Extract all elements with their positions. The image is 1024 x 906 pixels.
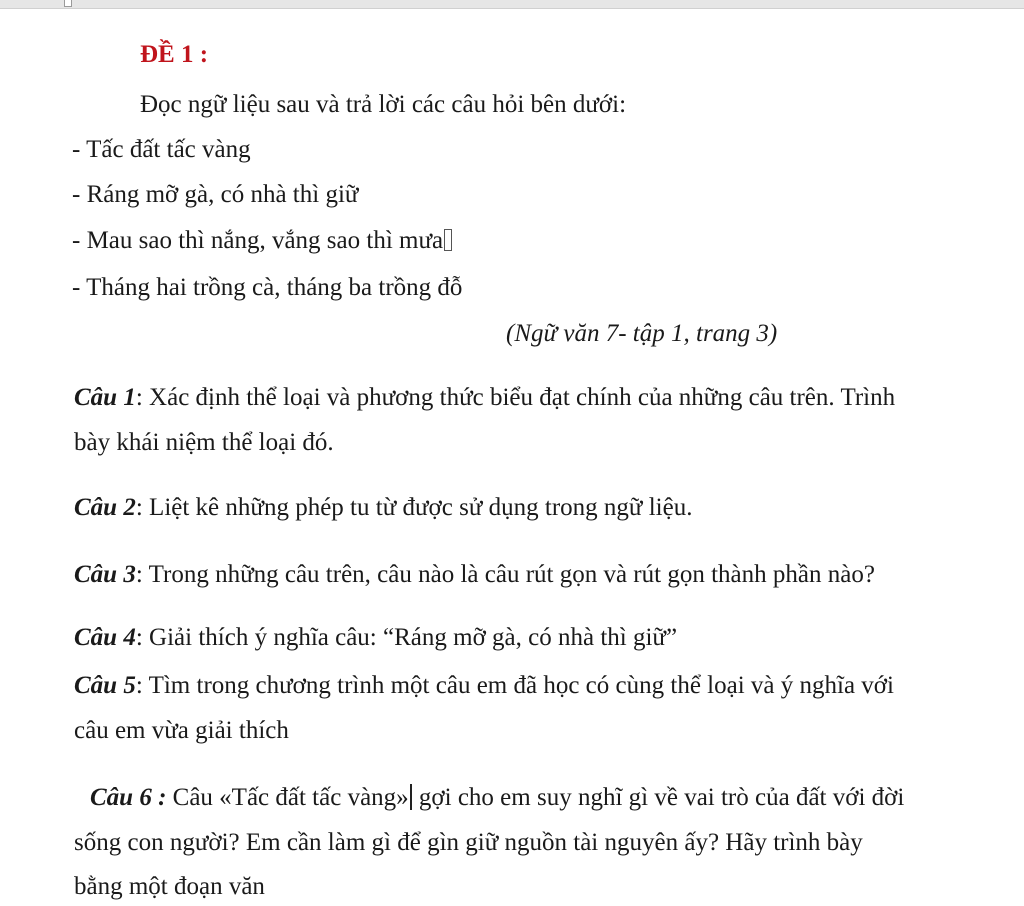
- question-4-text: Giải thích ý nghĩa câu: “Ráng mỡ gà, có nhà thì giữ”: [142, 624, 678, 651]
- question-5-text: Tìm trong chương trình một câu em đã học có cùng thể loại và ý nghĩa với: [142, 672, 894, 699]
- question-5: [74, 671, 894, 701]
- text-caret-icon: [410, 784, 412, 810]
- question-3: [74, 560, 875, 590]
- question-3-label: Câu 3: [74, 561, 136, 588]
- proverb-3-text: - Mau sao thì nắng, vắng sao thì mưa: [72, 227, 444, 254]
- left-margin-marker[interactable]: [64, 0, 72, 7]
- proverb-4: - Tháng hai trồng cà, tháng ba trồng đỗ: [72, 274, 463, 301]
- question-4-label: Câu 4: [74, 624, 136, 651]
- question-2-separator: :: [135, 494, 143, 521]
- question-4-separator: :: [135, 624, 143, 651]
- question-4: [74, 623, 677, 653]
- proverb-3: [72, 226, 452, 256]
- question-1-continuation: bày khái niệm thể loại đó.: [74, 429, 334, 456]
- question-1-label: Câu 1: [74, 384, 136, 411]
- question-2-label: Câu 2: [74, 494, 136, 521]
- question-6-text-rest: gợi cho em suy nghĩ gì về vai trò của đất với đời: [412, 784, 905, 811]
- question-1-text: Xác định thể loại và phương thức biểu đạt chính của những câu trên. Trình: [142, 384, 896, 411]
- proverb-1: - Tấc đất tấc vàng: [72, 136, 251, 163]
- question-6-text-start: Câu «Tấc đất tấc vàng»: [166, 784, 409, 811]
- proverb-2: - Ráng mỡ gà, có nhà thì giữ: [72, 181, 359, 208]
- question-6-continuation-1: sống con người? Em cần làm gì để gìn giữ nguồn tài nguyên ấy? Hãy trình bày: [74, 829, 863, 856]
- question-6: [90, 783, 904, 813]
- question-2-text: Liệt kê những phép tu từ được sử dụng trong ngữ liệu.: [142, 494, 693, 521]
- question-5-label: Câu 5: [74, 672, 136, 699]
- question-2: [74, 493, 692, 523]
- question-3-separator: :: [135, 561, 143, 588]
- intro-instruction: Đọc ngữ liệu sau và trả lời các câu hỏi bên dưới:: [140, 91, 627, 118]
- question-6-continuation-2: bằng một đoạn văn: [74, 873, 265, 900]
- source-citation: (Ngữ văn 7- tập 1, trang 3): [506, 320, 778, 347]
- text-cursor-icon: [444, 229, 452, 251]
- question-1: [74, 383, 895, 413]
- question-5-continuation: câu em vừa giải thích: [74, 717, 289, 744]
- question-3-text: Trong những câu trên, câu nào là câu rút gọn và rút gọn thành phần nào?: [142, 561, 875, 588]
- exam-heading: ĐỀ 1 :: [140, 41, 209, 68]
- document-page[interactable]: [0, 8, 1024, 906]
- question-6-label: Câu 6 :: [90, 784, 167, 811]
- question-1-separator: :: [135, 384, 143, 411]
- question-5-separator: :: [135, 672, 143, 699]
